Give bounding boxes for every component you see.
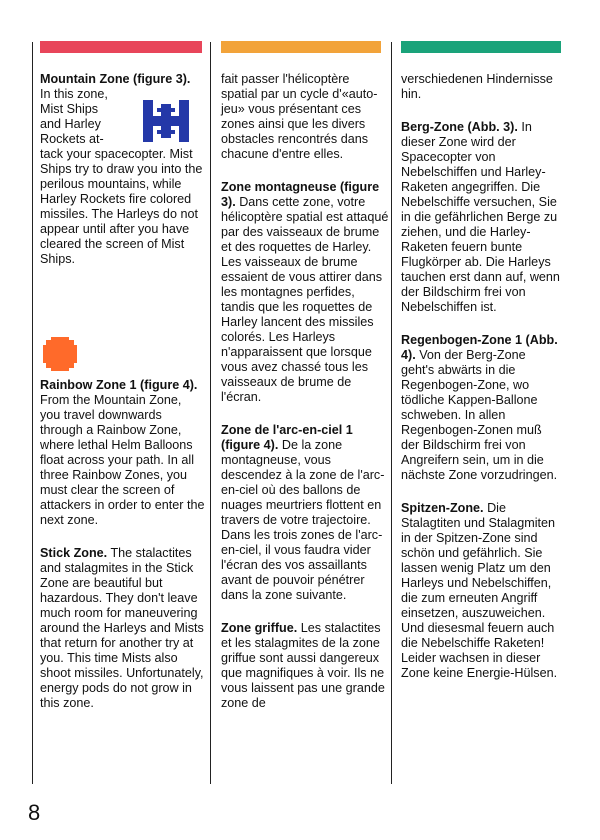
helm-balloon-icon [43, 337, 77, 371]
french-column [221, 72, 389, 711]
left-rule [32, 42, 33, 784]
english-color-bar [40, 41, 202, 53]
zone-griffue-heading: Zone griffue. [221, 621, 298, 635]
spitzen-zone-heading: Spitzen-Zone. [401, 501, 484, 515]
column-divider-1 [210, 42, 211, 784]
rainbow-zone-text: From the Mountain Zone, you travel downwards through a Rainbow Zone, where lethal Helm Balloons float across your path. In all three Rainbow Zones, you must clear the screen of attackers in order to enter the next zone. [40, 393, 205, 527]
german-color-bar [401, 41, 561, 53]
zone-arc-en-ciel-text: De la zone montagneuse, vous descendez à la zone de l'arc-en-ciel où des ballons de nuages meurtriers flottent en travers de votre trajectoire. Dans les trois zones de l'arc-en-ciel, il vous faudra vider l'écran des vos assaillants avant de pouvoir pénétrer dans la zone suivante. [221, 438, 385, 602]
zone-montagneuse-heading: Zone montagneuse (figure 3). [221, 180, 380, 209]
spitzen-zone-text: Die Stalagtiten und Stalagmiten in der Spitzen-Zone sind schön und gefährlich. Sie lassen wenig Platz um den Harleys und Nebelschiffen, die zum erneuten Angriff einsetzen, auszuweichen. Und diesesmal feuern auch die Nebelschiffe Raketen! Leider wachsen in dieser Zone keine Energie-Hülsen. [401, 501, 558, 680]
english-column [40, 72, 205, 711]
berg-zone-text: In dieser Zone wird der Spacecopter von Nebelschiffen und Harley-Raketen angegriffen. Die Nebelschiffe versuchen, Sie in die gefährlichen Berge zu ziehen, und die Harley-Raketen feuern bunte Flugkörper ab. Die Harleys tauchen erst dann auf, wenn der Bildschirm frei von Nebelschiffen ist. [401, 120, 560, 314]
stick-zone-heading: Stick Zone. [40, 546, 108, 560]
mountain-zone-heading: Mountain Zone (figure 3). [40, 72, 191, 86]
column-divider-2 [391, 42, 392, 784]
regenbogen-zone-text: Von der Berg-Zone geht's abwärts in die Regenbogen-Zone, wo tödliche Kappen-Ballone schweben. In allen Regenbogen-Zonen muß der Bildschirm frei von Angreifern sein, um in die nächste Zone vorzudringen. [401, 348, 558, 482]
stick-zone-text: The stalactites and stalagmites in the Stick Zone are beautiful but hazardous. They don't leave much room for maneuvering around the Harleys and Mists that return for another try at you. This time Mists also shoot missiles. Unfortunately, energy pods do not grow in this zone. [40, 546, 204, 710]
german-intro-text: verschiedenen Hindernisse hin. [401, 72, 553, 101]
german-column [401, 72, 561, 681]
zone-griffue-text: Les stalactites et les stalagmites de la zone griffue sont aussi dangereux que magnifiques à voir. Ils ne vous laissent pas une grande zone de [221, 621, 385, 710]
rainbow-zone-heading: Rainbow Zone 1 (figure 4). [40, 378, 198, 392]
page-number: 8 [28, 800, 41, 825]
mountain-zone-line-4: Rockets at- [40, 132, 104, 146]
mountain-zone-text: tack your spacecopter. Mist Ships try to draw you into the perilous mountains, while Harley Rockets fire colored missiles. The Harleys do not appear until after you have cleared the screen of Mist Ships. [40, 147, 203, 266]
mist-ship-icon [143, 100, 189, 142]
zone-arc-en-ciel-heading: Zone de l'arc-en-ciel 1 (figure 4). [221, 423, 353, 452]
mountain-zone-line-1: In this zone, [40, 87, 108, 101]
mountain-zone-line-2: Mist Ships [40, 102, 99, 116]
french-intro-text: fait passer l'hélicoptère spatial par un cycle d'«auto-jeu» vous présentant ces zones ainsi que les divers obstacles rencontrés dans chacune d'entre elles. [221, 72, 378, 161]
mountain-zone-line-3: and Harley [40, 117, 101, 131]
berg-zone-heading: Berg-Zone (Abb. 3). [401, 120, 518, 134]
regenbogen-zone-heading: Regenbogen-Zone 1 (Abb. 4). [401, 333, 558, 362]
zone-montagneuse-text: Dans cette zone, votre hélicoptère spatial est attaqué par des vaisseaux de brume et des roquettes de Harley. Les vaisseaux de brume essaient de vous attirer dans les montagnes perfides, tandis que les roquettes de Harley lancent des missiles colorés. Les Harleys n'apparaissent que lorsque vous avez chassé tous les vaisseaux de brume de l'écran. [221, 195, 389, 404]
french-color-bar [221, 41, 381, 53]
